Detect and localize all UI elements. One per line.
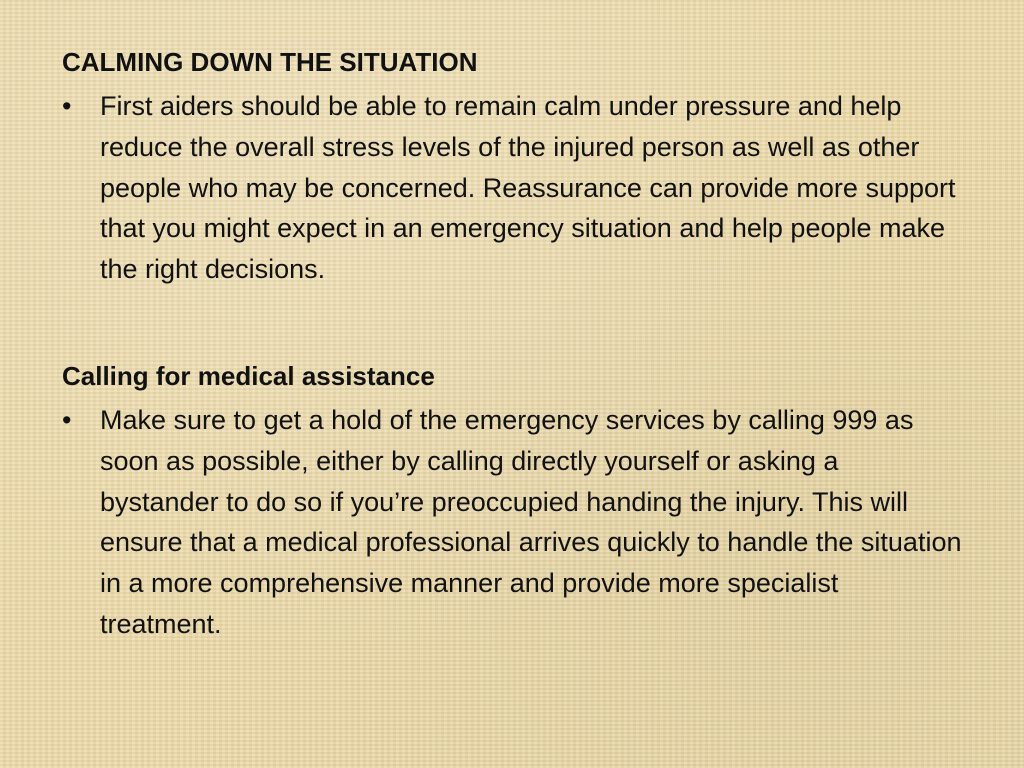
bullet-list bbox=[62, 400, 962, 645]
section-heading: Calling for medical assistance bbox=[62, 361, 435, 391]
bullet-text: Make sure to get a hold of the emergency services by calling 999 as soon as possible, either by calling directly yourself or asking a bystander to do so if you’re preoccupied handing the injury. This will ensure that a medical professional arrives quickly to handle the situation in a more comprehensive manner and provide more specialist treatment. bbox=[100, 405, 962, 639]
section-calming-down bbox=[62, 44, 962, 290]
bullet-icon: • bbox=[62, 405, 72, 435]
bullet-item bbox=[62, 400, 962, 645]
bullet-item bbox=[62, 86, 962, 290]
bullet-icon: • bbox=[62, 91, 72, 121]
bullet-list bbox=[62, 86, 962, 290]
section-medical-assistance bbox=[62, 358, 962, 645]
bullet-text: First aiders should be able to remain calm under pressure and help reduce the overall stress levels of the injured person as well as other people who may be concerned. Reassurance can provide more support that you might expect in an emergency situation and help people make the right decisions. bbox=[100, 91, 956, 285]
slide-content bbox=[62, 44, 962, 704]
section-heading: CALMING DOWN THE SITUATION bbox=[62, 47, 478, 77]
